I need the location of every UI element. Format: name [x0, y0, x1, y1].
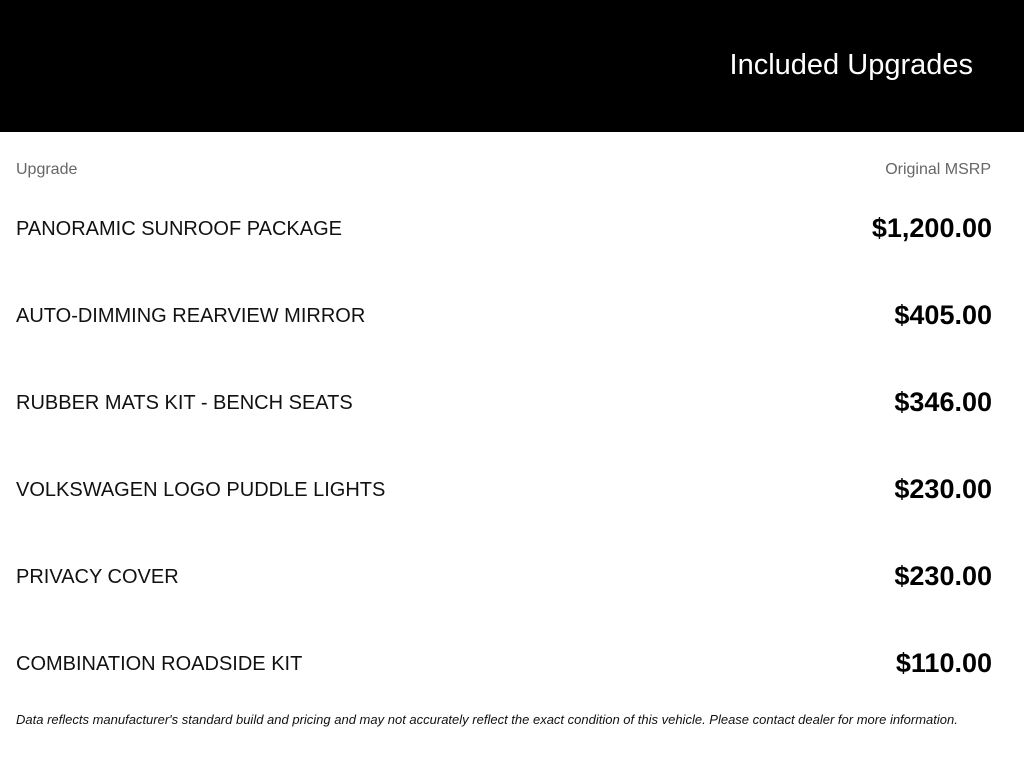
upgrade-price: $110.00 — [895, 648, 992, 678]
upgrade-name: VOLKSWAGEN LOGO PUDDLE LIGHTS — [16, 479, 386, 501]
column-header-msrp: Original MSRP — [885, 161, 991, 178]
list-item — [16, 631, 992, 718]
column-header-upgrade: Upgrade — [16, 161, 78, 178]
list-item — [16, 457, 992, 544]
upgrades-list — [16, 196, 992, 718]
list-item — [16, 283, 992, 370]
column-headers — [16, 159, 991, 181]
upgrade-name: COMBINATION ROADSIDE KIT — [16, 653, 303, 675]
upgrade-price: $1,200.00 — [871, 213, 992, 243]
list-item — [16, 370, 992, 457]
upgrade-name: PANORAMIC SUNROOF PACKAGE — [16, 218, 342, 240]
upgrade-price: $230.00 — [894, 561, 992, 591]
upgrade-name: AUTO-DIMMING REARVIEW MIRROR — [16, 305, 366, 327]
upgrade-price: $346.00 — [894, 387, 992, 417]
list-item — [16, 196, 992, 283]
list-item — [16, 544, 992, 631]
upgrade-price: $230.00 — [894, 474, 992, 504]
page-title: Included Upgrades — [729, 49, 973, 81]
disclaimer-text: Data reflects manufacturer's standard build and pricing and may not accurately reflect the exact condition of this vehicle. Please contact dealer for more information. — [16, 712, 958, 727]
upgrade-name: PRIVACY COVER — [16, 566, 179, 588]
header-banner — [0, 0, 1024, 132]
upgrade-name: RUBBER MATS KIT - BENCH SEATS — [16, 392, 353, 414]
upgrade-price: $405.00 — [894, 300, 992, 330]
